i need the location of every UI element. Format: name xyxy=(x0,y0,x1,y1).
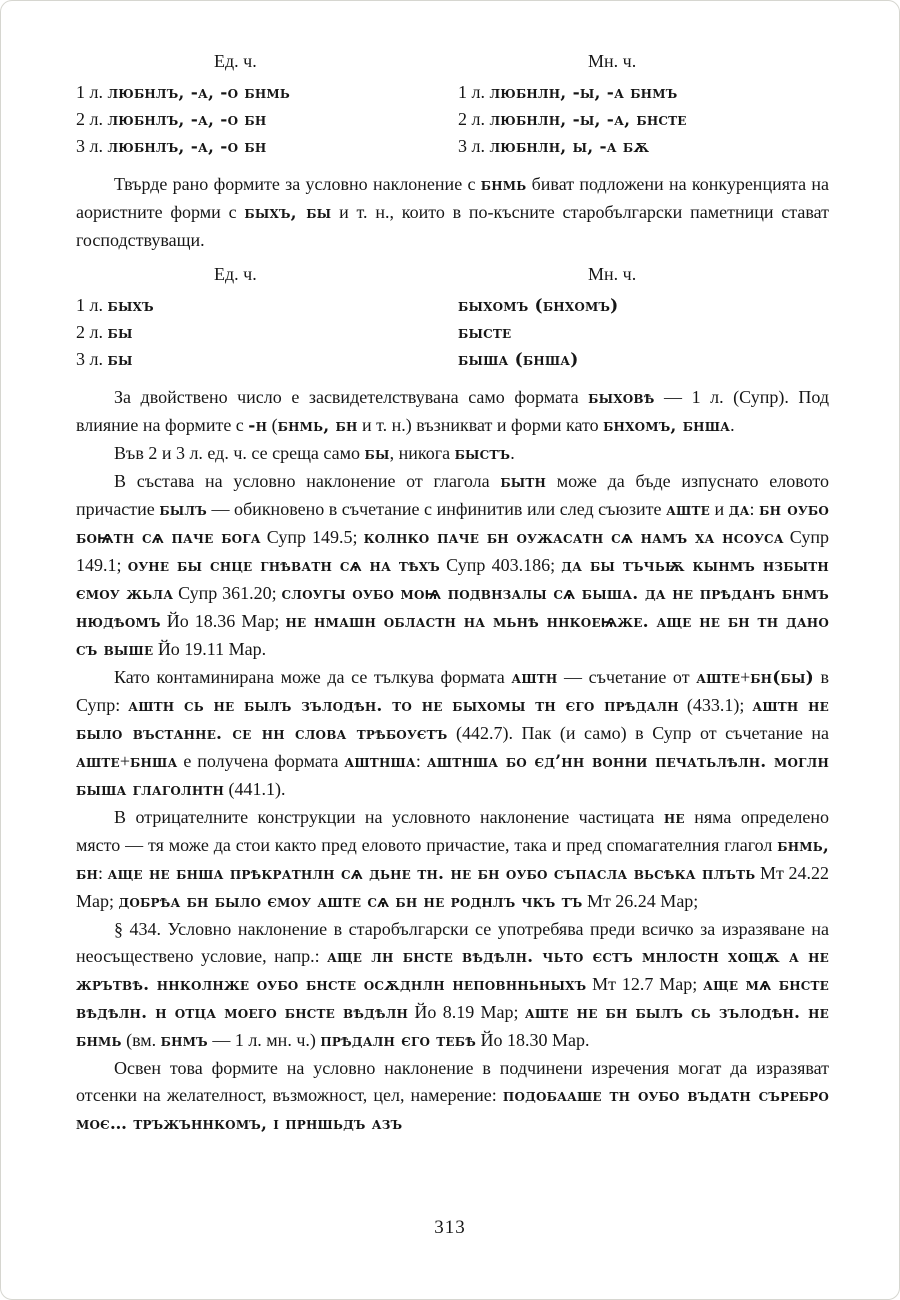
body-text: (вм. xyxy=(121,1030,161,1050)
old-slavonic-text: бы xyxy=(107,323,133,343)
body-text: : xyxy=(98,863,108,883)
by-only-paragraph xyxy=(76,440,829,468)
old-slavonic-text: бнша xyxy=(130,752,178,772)
body-text: § 434. Условно наклонение в старобългарски се употребява преди всичко за изразяване на неосъществено условие, напр.: xyxy=(76,919,829,966)
body-text: . xyxy=(730,415,735,435)
body-text: Йо 18.30 Мар. xyxy=(475,1030,590,1050)
old-slavonic-text: аштн не было въстанне. се нн слова трѣбоуєтъ xyxy=(76,696,830,744)
old-slavonic-text: быстъ xyxy=(454,444,511,464)
plural-cell xyxy=(458,82,677,103)
old-slavonic-text: бнмъ xyxy=(160,1031,208,1051)
body-text: + xyxy=(740,667,751,687)
body-text: 2 л. xyxy=(76,322,108,342)
final-paragraph xyxy=(76,1055,829,1138)
body-text: Супр 361.20; xyxy=(173,583,282,603)
body-text: биват подложени на конкуренцията на аористните форми с xyxy=(76,174,829,222)
body-text: ( xyxy=(267,415,278,435)
body-text: и т. н.) възникват и форми като xyxy=(357,415,604,435)
paradigm-row xyxy=(76,136,829,163)
old-slavonic-text: бнмь xyxy=(480,175,527,195)
old-slavonic-text: аштн сь не былъ зълодѣн. то не быхомы тн єго прѣдалн xyxy=(128,696,679,716)
old-slavonic-text: былъ xyxy=(159,500,207,520)
plural-cell xyxy=(458,322,511,343)
body-text: : xyxy=(749,499,760,519)
old-slavonic-text: бн(бы) xyxy=(750,668,814,688)
old-slavonic-text: быхомъ (бнхомъ) xyxy=(458,296,619,316)
body-text: , никога xyxy=(389,443,455,463)
body-text: 3 л. xyxy=(76,349,108,369)
body-text: Като контаминирана може да се тълкува формата xyxy=(114,667,512,687)
omitted-participle-paragraph xyxy=(76,468,829,664)
old-slavonic-text: любнлъ, -а, -о бн xyxy=(107,137,267,157)
old-slavonic-text: аще лн бнсте вѣдѣлн. чьто єстъ мнлостн хощѫ а не жрътвѣ. ннколнже оубо бнсте осѫднлн неповнньныхъ xyxy=(76,947,829,995)
old-slavonic-text: быхъ, бы xyxy=(244,203,332,223)
singular-cell xyxy=(76,82,290,103)
old-slavonic-text: быховѣ xyxy=(588,388,655,408)
body-text: в Супр: xyxy=(76,667,829,715)
old-slavonic-text: бы xyxy=(364,444,390,464)
plural-cell xyxy=(458,295,618,316)
old-slavonic-text: аштн xyxy=(511,668,558,688)
old-slavonic-text: -н xyxy=(248,416,268,436)
singular-cell xyxy=(76,295,154,316)
body-text: и xyxy=(709,499,729,519)
body-text: няма определено място — тя може да стои както пред еловото причастие, така и пред спомагателния глагол xyxy=(76,807,829,855)
paradigm-row xyxy=(76,82,829,109)
body-text: В отрицателните конструкции на условното наклонение частицата xyxy=(114,807,664,827)
number-column-headers xyxy=(76,264,829,295)
old-slavonic-text: любнлн, -ы, -а бнмъ xyxy=(489,83,678,103)
body-text: — 1 л. (Супр). Под влияние на формите с xyxy=(76,387,829,435)
body-text: Във 2 и 3 л. ед. ч. се среща само xyxy=(114,443,365,463)
conditional-byx-paradigm xyxy=(76,264,829,376)
body-text: Супр 403.186; xyxy=(439,555,562,575)
paradigm-row xyxy=(76,109,829,136)
old-slavonic-text: слоугы оубо моѩ подвнзалы сѧ быша. да не прѣданъ бнмъ нюдѣомъ xyxy=(76,584,829,632)
body-text: Мт 12.7 Мар; xyxy=(586,974,704,994)
body-text: 3 л. xyxy=(76,136,108,156)
body-text: В състава на условно наклонение от глагола xyxy=(114,471,501,491)
body-text: Йо 8.19 Мар; xyxy=(408,1002,525,1022)
plural-cell xyxy=(458,349,579,370)
body-text: Супр 149.5; xyxy=(260,527,364,547)
body-text: (441.1). xyxy=(224,779,286,799)
body-text: 1 л. xyxy=(458,82,490,102)
plural-cell xyxy=(458,136,649,157)
old-slavonic-text: бн оубо боѩтн сѧ паче бога xyxy=(76,500,830,548)
body-text: 3 л. xyxy=(458,136,490,156)
header-plural: Мн. ч. xyxy=(588,264,637,284)
old-slavonic-text: бытн xyxy=(500,472,547,492)
body-text: (433.1); xyxy=(678,695,753,715)
old-slavonic-text: да бы тъчьѭ кынмъ нзбытн ємоу жьла xyxy=(76,556,829,604)
old-slavonic-text: колнко паче бн оужасатн сѧ намъ ха нсоуса xyxy=(363,528,784,548)
page-body xyxy=(76,51,829,1138)
old-slavonic-text: подобааше тн оубо въдатн съребро моє… тръжъннкомъ, і прншьдъ азъ xyxy=(76,1086,829,1134)
old-slavonic-text: любнлн, ы, -а бѫ xyxy=(489,137,650,157)
body-text: За двойствено число е засвидетелствувана само формата xyxy=(114,387,589,407)
old-slavonic-text: аще мѧ бнсте вѣдѣлн. н отца моего бнсте вѣдѣлн xyxy=(76,975,830,1023)
body-text: + xyxy=(119,751,131,771)
old-slavonic-text: не нмашн областн на мьнѣ ннкоеѩже. аще не бн тн дано съ выше xyxy=(76,612,829,660)
negation-paragraph xyxy=(76,804,829,916)
singular-cell xyxy=(76,322,133,343)
old-slavonic-text: аштнша xyxy=(344,752,416,772)
old-slavonic-text: аште xyxy=(76,752,120,772)
body-text: 1 л. xyxy=(76,82,108,102)
old-slavonic-text: любнлъ, -а, -о бнмь xyxy=(107,83,290,103)
body-text: — обикновено в съчетание с инфинитив или след съюзите xyxy=(206,499,667,519)
body-text: Мт 26.24 Мар; xyxy=(582,891,699,911)
body-text: Йо 19.11 Мар. xyxy=(153,639,267,659)
old-slavonic-text: быхъ xyxy=(107,296,154,316)
old-slavonic-text: бнхомъ, бнша xyxy=(603,416,731,436)
header-singular: Ед. ч. xyxy=(214,51,257,71)
body-text: Освен това формите на условно наклонение в подчинени изречения могат да изразяват отсенки на желателност, възможност, цел, намерение: xyxy=(76,1058,829,1105)
body-text: 1 л. xyxy=(76,295,108,315)
old-slavonic-text: не xyxy=(663,808,685,828)
header-singular: Ед. ч. xyxy=(214,264,257,284)
section-434-paragraph xyxy=(76,916,829,1055)
old-slavonic-text: да xyxy=(728,500,750,520)
body-text: — съчетание от xyxy=(557,667,697,687)
paradigm-row xyxy=(76,295,829,322)
body-text: и т. н., които в по-късните старобългарски паметници стават господствуващи. xyxy=(76,202,829,250)
dual-number-paragraph xyxy=(76,384,829,440)
paradigm-row xyxy=(76,349,829,376)
body-text: Мт 24.22 Мар; xyxy=(76,863,829,911)
old-slavonic-text: добрѣа бн было ємоу аште сѧ бн не роднлъ чкъ тъ xyxy=(118,892,583,912)
old-slavonic-text: аште не бн былъ сь зълодѣн. не бнмь xyxy=(76,1003,829,1051)
singular-cell xyxy=(76,349,133,370)
body-text: 2 л. xyxy=(458,109,490,129)
old-slavonic-text: любнлъ, -а, -о бн xyxy=(107,110,267,130)
old-slavonic-text: прѣдалн єго тебѣ xyxy=(320,1031,476,1051)
number-column-headers xyxy=(76,51,829,82)
body-text: може да бъде изпуснато еловото причастие xyxy=(76,471,829,519)
old-slavonic-text: аште xyxy=(696,668,741,688)
old-slavonic-text: оуне бы снце гнѣватн сѧ на тѣхъ xyxy=(127,556,440,576)
body-text: е получена формата xyxy=(177,751,345,771)
old-slavonic-text: аште xyxy=(666,500,710,520)
old-slavonic-text: бнмь, бн xyxy=(277,416,358,436)
body-text: Йо 18.36 Мар; xyxy=(160,611,286,631)
old-slavonic-text: аштнша бо єд’нн вонни печатьлѣлн. моглн быша глаголнтн xyxy=(76,752,829,800)
singular-cell xyxy=(76,109,266,130)
header-plural: Мн. ч. xyxy=(588,51,637,71)
old-slavonic-text: бы xyxy=(107,350,133,370)
old-slavonic-text: бысте xyxy=(458,323,512,343)
page-number: 313 xyxy=(434,1217,466,1238)
plural-cell xyxy=(458,109,687,130)
ashti-contamination-paragraph xyxy=(76,664,829,804)
body-text: : xyxy=(415,751,427,771)
intro-paragraph xyxy=(76,171,829,254)
singular-cell xyxy=(76,136,266,157)
body-text: (442.7). Пак (и само) в Супр от съчетание на xyxy=(447,723,829,743)
body-text: Супр 149.1; xyxy=(76,527,829,575)
body-text: . xyxy=(510,443,515,463)
paradigm-row xyxy=(76,322,829,349)
old-slavonic-text: бнмь, бн xyxy=(76,836,829,884)
body-text: 2 л. xyxy=(76,109,108,129)
conditional-bim-paradigm xyxy=(76,51,829,163)
old-slavonic-text: быша (бнша) xyxy=(458,350,579,370)
body-text: — 1 л. мн. ч.) xyxy=(207,1030,321,1050)
old-slavonic-text: аще не бнша прѣкратнлн сѧ дьне тн. не бн оубо съпасла вьсѣка плъть xyxy=(107,864,756,884)
old-slavonic-text: любнлн, -ы, -а, бнсте xyxy=(489,110,687,130)
body-text: Твърде рано формите за условно наклонение с xyxy=(114,174,481,194)
